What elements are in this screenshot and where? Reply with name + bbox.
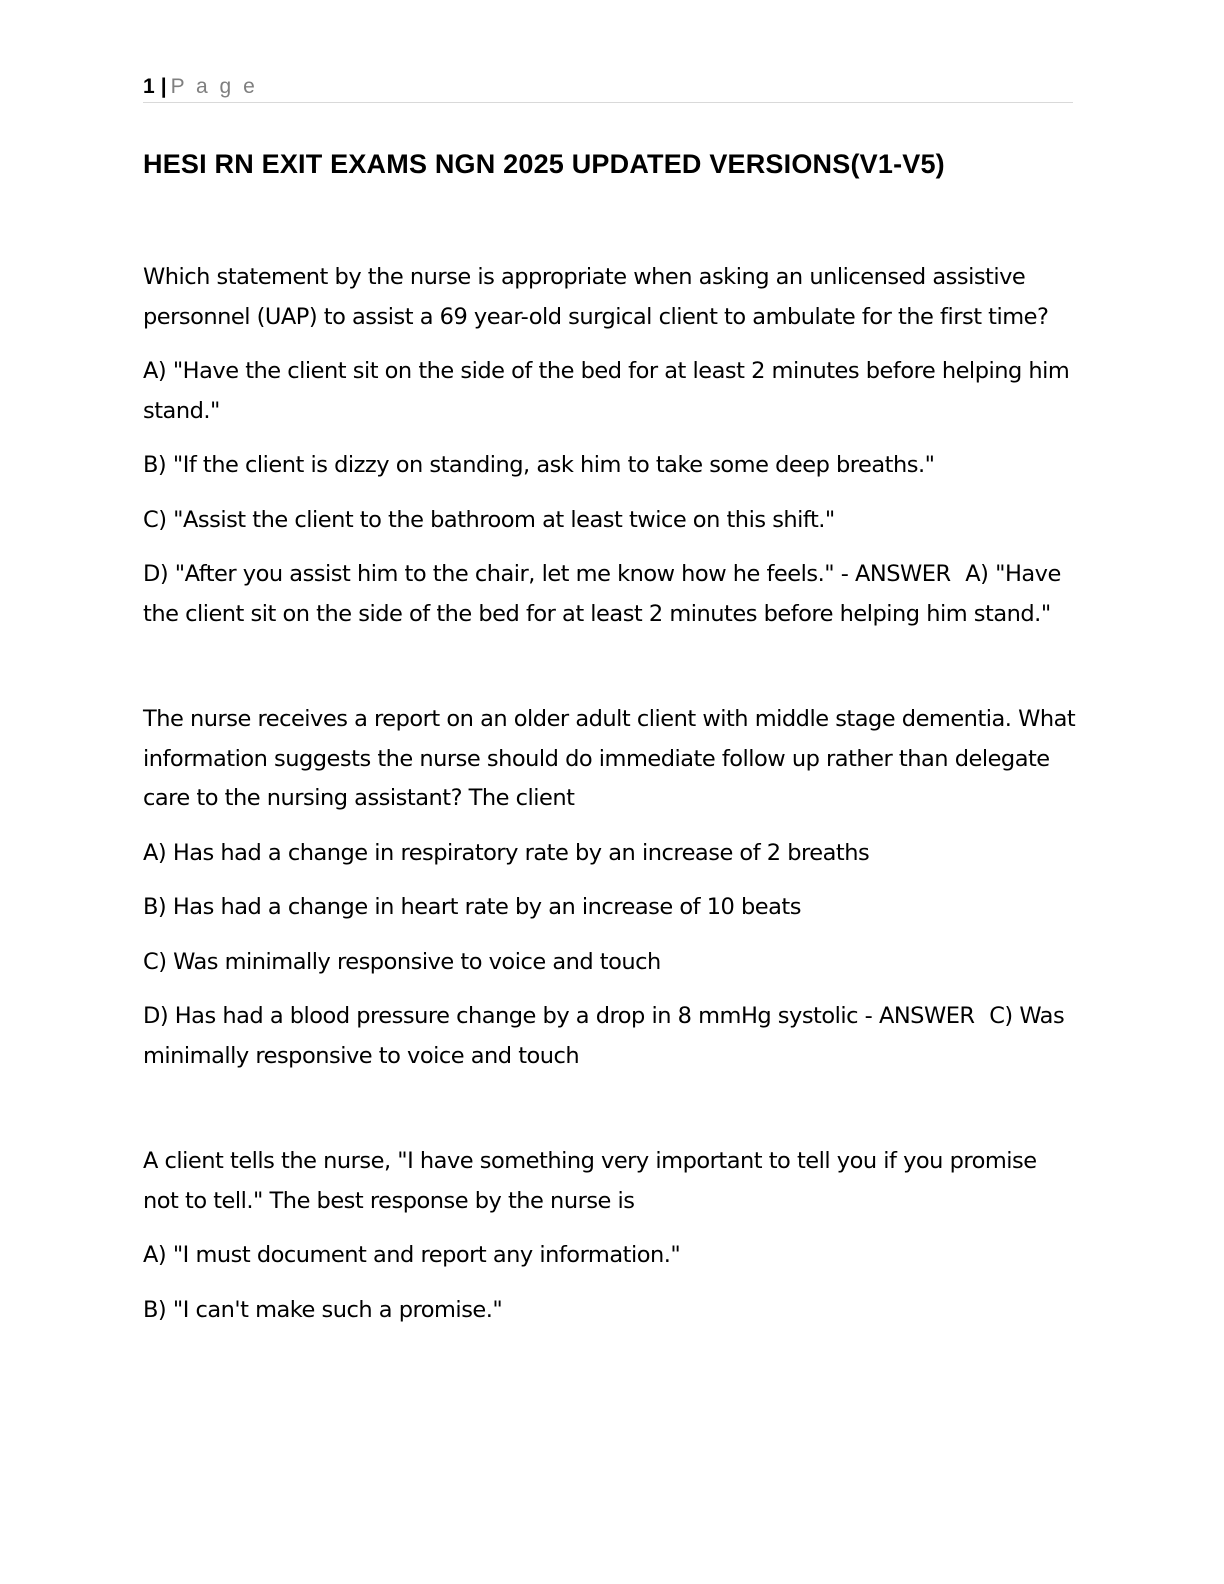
correct-answer: A) "Have the client sit on the side of the bed for at least 2 minutes before helping him stand.": [143, 561, 1061, 627]
answer-option: A) "I must document and report any information.": [143, 1242, 681, 1268]
answer-option-with-answer: [143, 997, 1078, 1076]
answer-option: C) Was minimally responsive to voice and touch: [143, 948, 661, 975]
answer-option: D) Has had a blood pressure change by a drop in 8 mmHg systolic - ANSWER: [143, 1003, 975, 1029]
question-stem: A client tells the nurse, "I have something very important to tell you if you promise not to tell." The best response by the nurse is: [143, 1148, 1037, 1214]
answer-option: B) "I can't make such a promise.": [143, 1296, 503, 1323]
correct-answer: C) Was minimally responsive to voice and touch: [143, 1003, 1065, 1069]
page-separator: |: [160, 75, 167, 98]
page-label: P a g e: [170, 75, 258, 98]
question-3: [143, 1142, 1078, 1330]
question-stem: The nurse receives a report on an older adult client with middle stage dementia. What information suggests the nurse should do immediate follow up rather than delegate care to the nursing assistant? The client: [143, 706, 1076, 811]
document-body: [143, 258, 1078, 1345]
answer-option: A) Has had a change in respiratory rate by an increase of 2 breaths: [143, 839, 870, 866]
page-number: 1: [143, 75, 155, 98]
answer-option: B) "If the client is dizzy on standing, ask him to take some deep breaths.": [143, 452, 935, 478]
answer-option-with-answer: [143, 555, 1078, 634]
question-stem: Which statement by the nurse is appropriate when asking an unlicensed assistive personnel (UAP) to assist a 69 year-old surgical client to ambulate for the first time?: [143, 264, 1049, 330]
answer-option: B) Has had a change in heart rate by an increase of 10 beats: [143, 894, 801, 920]
question-1: [143, 258, 1078, 634]
answer-option: D) "After you assist him to the chair, let me know how he feels." - ANSWER: [143, 561, 951, 587]
answer-option: A) "Have the client sit on the side of the bed for at least 2 minutes before helping him stand.": [143, 358, 1070, 424]
page-header: [143, 74, 1073, 103]
question-2: [143, 700, 1078, 1076]
document-title: HESI RN EXIT EXAMS NGN 2025 UPDATED VERSIONS(V1-V5): [143, 149, 945, 179]
answer-option: C) "Assist the client to the bathroom at least twice on this shift.": [143, 506, 835, 533]
